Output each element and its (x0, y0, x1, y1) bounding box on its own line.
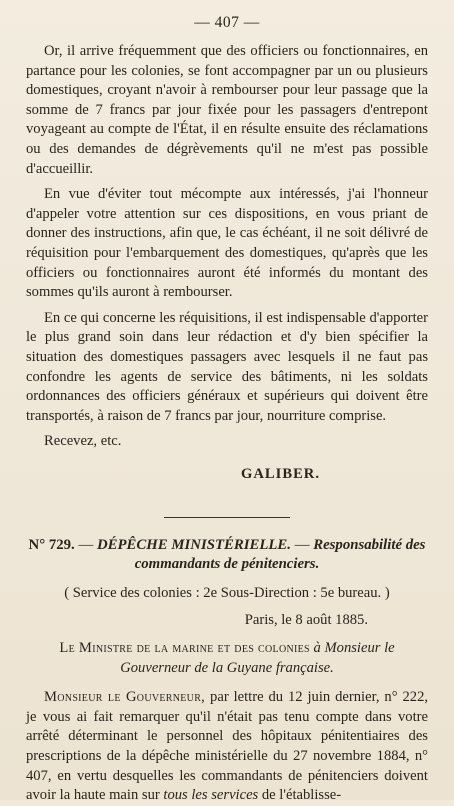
paragraph-3: En ce qui concerne les réquisitions, il est indispensable d'apporter le plus grand soin dans leur rédaction et d'y bien spécifier la situation des domestiques passagers avec lesquels il ne faut pas confondre les agents de service des bâtiments, ni les soldats ordonnances des officiers généraux et supérieurs qui doivent être transportés, à raison de 7 francs par jour, nourriture comprise. (26, 309, 428, 424)
place-date: Paris, le 8 août 1885. (244, 612, 368, 629)
dispatch-kind: DÉPÊCHE MINISTÉRIELLE. (96, 536, 292, 553)
dispatch-number: N° 729. (28, 536, 75, 553)
body-text: par lettre du 12 juin dernier, n° 222, je vous ai fait remarquer qu'il n'était pas tenu compte dans votre arrêté déterminant le personnel des hôpitaux pénitentiaires des prescriptions de la dépêche ministérielle du 27 novembre 1884, n° 407, en vertu desquelles les commandants de pénitenciers doivent avoir la haute main sur (26, 689, 429, 804)
heading-dash: — (74, 536, 97, 553)
page-number: — 407 — (194, 14, 260, 31)
dispatch-body (26, 688, 428, 806)
paragraph-2: En vue d'éviter tout mécompte aux intéressés, j'ai l'honneur d'appeler votre attention sur ces dispositions, en vous priant de donner des instructions, afin que, le cas échéant, il ne soit délivré de réquisition pour l'embarquement des domestiques, qu'après que les officiers ou fonctionnaires auront été informés du montant des sommes qu'ils auront à rembourser. (26, 186, 428, 301)
address-recipient: à Monsieur le Gouverneur de la Guyane française. (120, 640, 395, 676)
section-divider (164, 517, 290, 518)
body-end: de l'établisse- (258, 787, 342, 804)
address-line (26, 639, 428, 678)
signature: GALIBER. (241, 465, 320, 482)
salutation: Monsieur le Gouverneur, (44, 689, 206, 706)
body-emphasis: tous les services (163, 787, 259, 804)
dispatch-heading (26, 536, 428, 575)
dispatch-subject: Responsabilité des commandants de pénitenciers. (134, 536, 426, 573)
closing-formula: Recevez, etc. (44, 433, 122, 450)
address-sender: Le Ministre de la marine et des colonies (59, 640, 310, 657)
service-line: ( Service des colonies : 2e Sous-Direction : 5e bureau. ) (64, 585, 390, 602)
heading-dash: — (291, 536, 314, 553)
paragraph-1: Or, il arrive fréquemment que des officiers ou fonctionnaires, en partance pour les colonies, se font accompagner par un ou plusieurs domestiques, croyant n'avoir à rembourser pour leur passage que la somme de 7 francs par jour fixée pour les passagers d'entrepont voyageant au compte de l'État, il en résulte ensuite des réclamations ou des demandes de dégrèvements qu'il ne m'est pas possible d'accueillir. (26, 43, 428, 177)
